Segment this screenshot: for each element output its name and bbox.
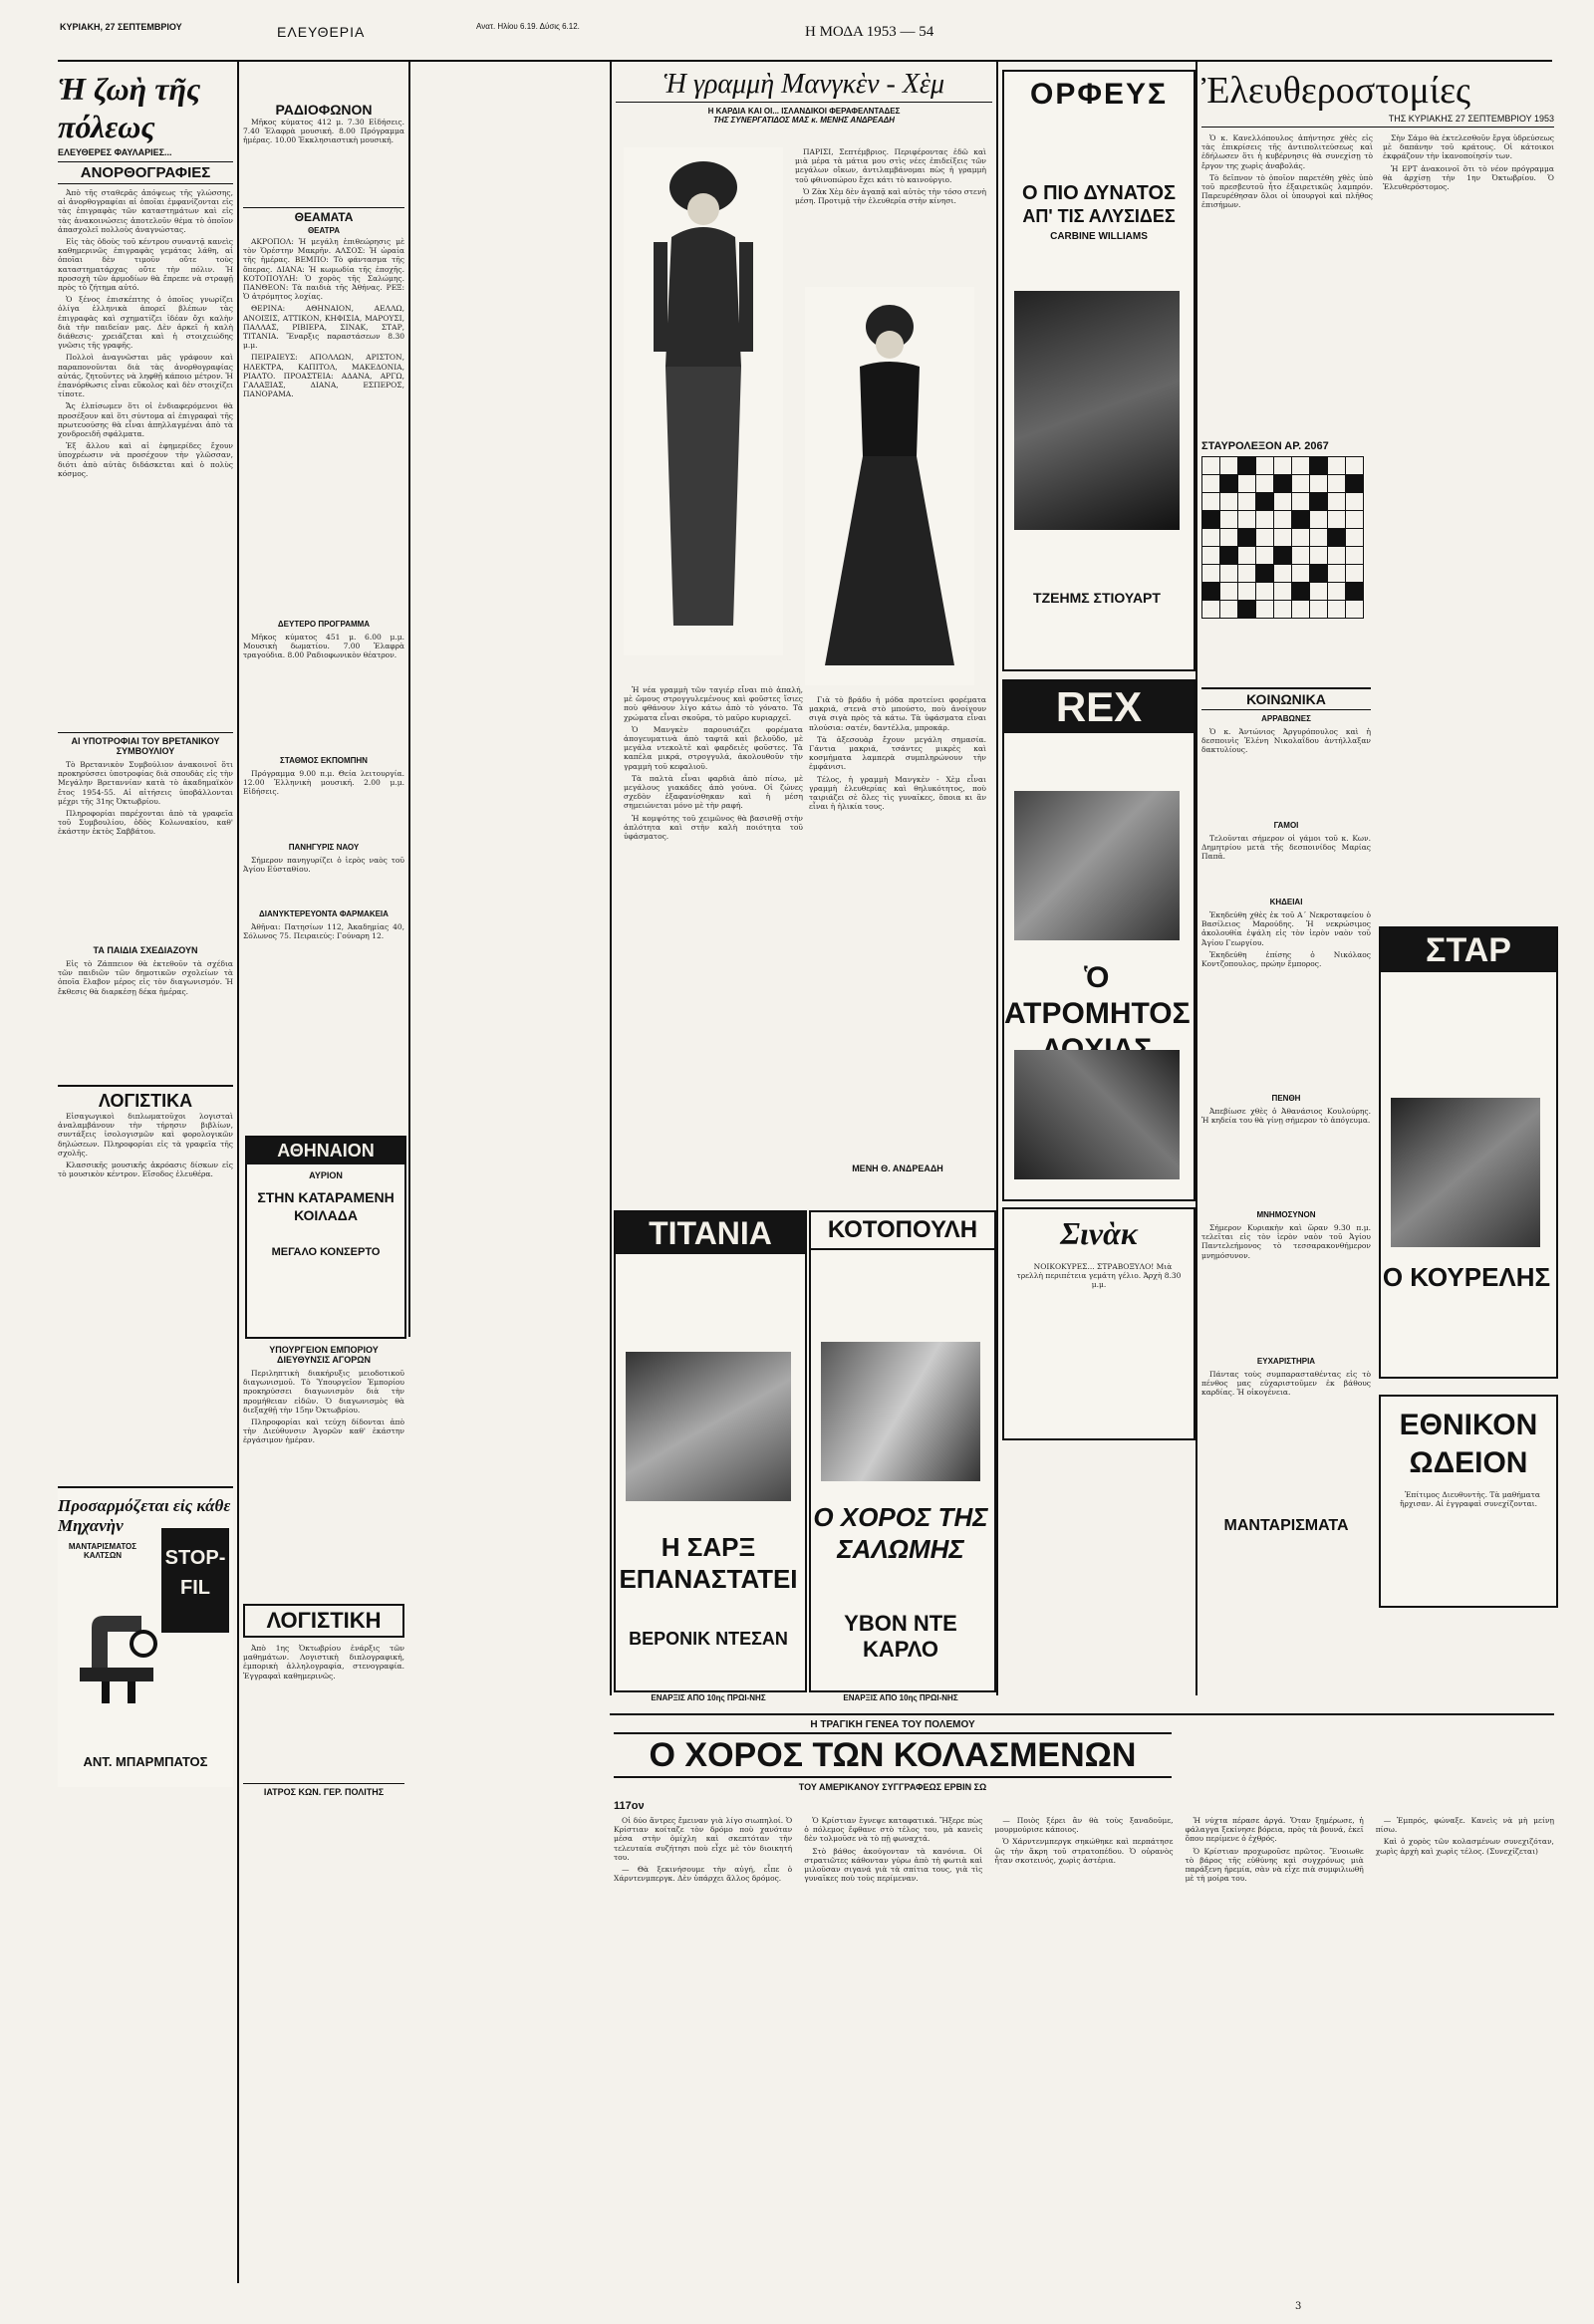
subheading: ΚΗΔΕΙΑΙ — [1269, 898, 1303, 906]
article-subtitle: ΤΗΣ ΣΥΝΕΡΓΑΤΙΔΟΣ ΜΑΣ κ. ΜΕΝΗΣ ΑΝΔΡΕΑΔΗ — [713, 116, 895, 125]
headline: ΛΟΓΙΣΤΙΚΗ — [243, 1604, 404, 1638]
ad-photo — [821, 1342, 980, 1481]
column-rule — [996, 62, 998, 1695]
subheading: ΓΑΜΟΙ — [1273, 821, 1299, 830]
ad-title: ΟΡΦΕΥΣ — [1030, 78, 1168, 111]
section-divider — [610, 1713, 1554, 1715]
serial-title: Ο ΧΟΡΟΣ ΤΩΝ ΚΟΛΑΣΜΕΝΩΝ — [614, 1732, 1172, 1778]
showtimes: ΕΝΑΡΞΙΣ ΑΠΟ 10ης ΠΡΩΙ-ΝΗΣ — [651, 1693, 766, 1702]
ad-titania — [614, 1210, 807, 1692]
ad-seller: ΑΝΤ. ΜΠΑΡΜΠΑΤΟΣ — [83, 1754, 208, 1769]
crossword-grid — [1201, 456, 1554, 619]
column-rule — [408, 62, 410, 1337]
ad-film: Ο ΧΟΡΟΣ ΤΗΣ ΣΑΛΩΜΗΣ — [813, 1502, 988, 1564]
ad-title: ΑΘΗΝΑΙΟΝ — [247, 1138, 404, 1164]
ad-sinak — [1002, 1207, 1196, 1440]
ad-line: ΑΠ' ΤΙΣ ΑΛΥΣΙΔΕΣ — [1022, 206, 1176, 226]
ad-star: ΥΒΟΝ ΝΤΕ ΚΑΡΛΟ — [844, 1611, 957, 1662]
article-body: Μῆκος κύματος 412 μ. 7.30 Εἰδήσεις. 7.40 Ἐλαφρὰ μουσική. 8.00 Πρόγραμμα ἡμέρας. 10.00 Ἐκκλησιαστικὴ μουσική. — [243, 118, 404, 145]
showtimes: ΕΝΑΡΞΙΣ ΑΠΟ 10ης ΠΡΩΙ-ΝΗΣ — [843, 1693, 958, 1702]
headline: ΑΙ ΥΠΟΤΡΟΦΙΑΙ ΤΟΥ ΒΡΕΤΑΝΙΚΟΥ ΣΥΜΒΟΥΛΙΟΥ — [58, 732, 233, 756]
ad-ethnikon-odeion — [1379, 1395, 1558, 1608]
subheading: ΜΝΗΜΟΣΥΝΟΝ — [1256, 1210, 1316, 1219]
subheading: ΠΑΝΗΓΥΡΙΣ ΝΑΟΥ — [288, 843, 360, 852]
article-body: Οἱ δύο ἄντρες ἔμειναν γιὰ λίγο σιωπηλοί. Ὁ Κρίστιαν κοίταζε τὸν δρόμο ποὺ χανόταν μέσα στὴν ὁμίχλη καὶ σκεπτόταν τὴν τελευταία συζήτησι ποὺ εἶχε μὲ τὸν διοικητή του. — Θὰ ξεκινήσουμε τὴν αὐγή, εἶπε ὁ Χάρντενμπεργκ. Δὲν ὑπάρχει ἄλλος δρόμος. Ὁ Κρίστιαν ἔγνεψε καταφατικά. Ἤξερε πὼς ὁ πόλεμος ἔφθανε στὸ τέλος του, μὰ κανεὶς δὲν τολμοῦσε νὰ τὸ πῇ φωναχτά. Στὸ βάθος ἀκούγονταν τὰ κανόνια. Οἱ στρατιῶτες κάθονταν γύρω ἀπὸ τὴ φωτιὰ καὶ μιλοῦσαν σιγανά γιὰ τὰ σπίτια τους, γιὰ τὶς γυναῖκες ποὺ τοὺς περίμεναν. — Ποιὸς ξέρει ἂν θὰ τοὺς ξαναδοῦμε, μουρμούρισε κάποιος. Ὁ Χάρντενμπεργκ σηκώθηκε καὶ περπάτησε ὣς τὴν ἄκρη τοῦ στρατοπέδου. Ὁ οὐρανὸς ἦταν σκοτεινός, χωρὶς ἀστέρια. Ἡ νύχτα πέρασε ἀργά. Ὅταν ξημέρωσε, ἡ φάλαγγα ξεκίνησε βόρεια, πρὸς τὰ βουνά, ἐκεῖ ὅπου περίμενε ὁ ἐχθρός. Ὁ Κρίστιαν προχωροῦσε πρῶτος. Ἔνοιωθε τὸ βάρος τῆς εὐθύνης καὶ συγχρόνως μιὰ παράξενη ἠρεμία, σὰν νὰ εἶχε πιὰ συμφιλιωθῆ μὲ τὴ μοίρα του. — Ἐμπρός, φώναξε. Κανεὶς νὰ μὴ μείνῃ πίσω. Καὶ ὁ χορὸς τῶν κολασμένων συνεχιζόταν, χωρὶς ἀρχὴ καὶ χωρὶς τέλος. (Συνεχίζεται) — [614, 1816, 1554, 1884]
ad-athinaion — [245, 1136, 406, 1339]
section-subtitle: ΕΛΕΥΘΕΡΕΣ ΦΑΥΛΑΡΙΕΣ... — [58, 147, 172, 157]
crossword-title: ΣΤΑΥΡΟΛΕΞΟΝ ΑΡ. 2067 — [1201, 440, 1329, 452]
masthead-note: Ανατ. Ηλίου 6.19. Δύσις 6.12. — [476, 22, 580, 31]
serial-kicker: Η ΤΡΑΓΙΚΗ ΓΕΝΕΑ ΤΟΥ ΠΟΛΕΜΟΥ — [810, 1719, 975, 1730]
masthead — [58, 18, 1552, 62]
sewing-machine-icon — [72, 1598, 161, 1707]
article-byline: ΜΕΝΗ Θ. ΑΝΔΡΕΑΔΗ — [852, 1163, 943, 1173]
article-body: Ἀθῆναι: Πατησίων 112, Ἀκαδημίας 40, Σόλωνος 75. Πειραιεύς: Γούναρη 12. — [243, 922, 404, 941]
subheading: ΣΤΑΘΜΟΣ ΕΚΠΟΜΠΗΝ — [280, 756, 368, 765]
ad-line: Ο ΠΙΟ ΔΥΝΑΤΟΣ — [1021, 182, 1177, 204]
masthead-date: ΚΥΡΙΑΚΗ, 27 ΣΕΠΤΕΜΒΡΙΟΥ — [60, 22, 182, 32]
ad-stop-fil — [58, 1486, 233, 1787]
column-rule — [610, 62, 612, 1695]
headline: ΜΑΝΤΑΡΙΣΜΑΤΑ — [1223, 1517, 1349, 1534]
article-body: Σήμερον πανηγυρίζει ὁ ἱερὸς ναὸς τοῦ Ἁγίου Εὐσταθίου. — [243, 856, 404, 875]
article-body: ΠΑΡΙΣΙ, Σεπτέμβριος. Περιφέροντας ἐδῶ καὶ μιὰ μέρα τὰ μάτια μου στὶς νέες ἐπιδείξεις τῶν μεγάλων οἴκων, ἀντιλαμβάνομαι πὼς ἡ γραμμὴ τοῦ φθινοπώρου ἔχει κάτι τὸ καινούργιο. Ὁ Ζὰκ Χὲμ δὲν ἀγαπᾷ καὶ αὐτὸς τὴν τόσο στενὴ μέση. Προτιμᾷ τὴν ἐλευθερία στὴν κίνησι. — [795, 147, 986, 206]
headline: ΘΕΑΜΑΤΑ — [243, 207, 404, 224]
article-body: Ὁ κ. Κανελλόπουλος ἀπήντησε χθὲς εἰς τὰς ἐπικρίσεις τῆς ἀντιπολιτεύσεως καὶ ἐδήλωσεν ὅτι ἡ κυβέρνησις θὰ συνεχίσῃ τὸ ἔργον της χωρὶς ἀναβολάς. Τὸ δεῖπνον τὸ ὁποῖον παρετέθη χθὲς ὑπὸ τοῦ πρεσβευτοῦ ἦτο ἐξαιρετικῶς λαμπρόν. Παρευρέθησαν ὅλοι οἱ ὑπουργοὶ καὶ πλῆθος ἐπισήμων. Σὴν Σάμο θὰ ἐκτελεσθοῦν ἔργα ὑδρεύσεως μὲ δαπάνην τοῦ κράτους. Οἱ κάτοικοι ἐκφράζουν τὴν ἱκανοποίησίν των. Ἡ ΕΡΤ ἀνακοινοῖ ὅτι τὸ νέον πρόγραμμα θὰ ἀρχίσῃ τὴν 1ην Ὀκτωβρίου. Ὁ Ἐλευθερόστομος. — [1201, 133, 1554, 210]
ad-title: REX — [1004, 681, 1194, 733]
ad-title: ΕΘΝΙΚΟΝ ΩΔΕΙΟΝ — [1399, 1409, 1538, 1479]
ad-title: ΚΟΤΟΠΟΥΛΗ — [811, 1212, 994, 1250]
fashion-photo — [624, 147, 783, 655]
article-body: Ἡ νέα γραμμὴ τῶν ταγιέρ εἶναι πιὸ ἁπαλή, μὲ ὤμους στρογγυλεμένους καὶ φοῦστες ἴσιες ποὺ φθάνουν λίγο κάτω ἀπὸ τὸ γόνατο. Τὰ χρώματα εἶναι σκοῦρα, τὸ μαῦρο κυριαρχεῖ. Ὁ Μανγκὲν παρουσιάζει φορέματα ἀπογευματινὰ ἀπὸ ταφτᾶ καὶ βελοῦδο, μὲ μεγάλα ντεκολτὲ καὶ φαρδειὲς φοῦστες. Τὰ καπέλα μικρά, στρογγυλά, ἀκολουθοῦν τὴν γραμμὴ τοῦ κεφαλιοῦ. Τὰ παλτὰ εἶναι φαρδιὰ ἀπὸ πίσω, μὲ μεγάλους γιακάδες ἀπὸ γούνα. Οἱ ζώνες σχεδὸν ἐξαφανίσθηκαν καὶ ἡ μέση σημειώνεται μόνο μὲ τὴν ραφή. Ἡ κομψότης τοῦ χειμῶνος θὰ βασισθῇ στὴν ἁπλότητα καὶ στὴν καλὴ ποιότητα τοῦ ὑφάσματος. — [624, 685, 803, 842]
ad-slogan: Προσαρμόζεται εἰς κάθε Μηχανὴν — [58, 1496, 231, 1535]
ad-star — [1379, 926, 1558, 1379]
column-social — [1201, 687, 1371, 1693]
article-body: Ἀπεβίωσε χθὲς ὁ Ἀθανάσιος Κουλούρης. Ἡ κηδεία του θὰ γίνῃ σήμερον τὸ ἀπόγευμα. — [1201, 1107, 1371, 1126]
headline: ΙΑΤΡΟΣ ΚΩΝ. ΓΕΡ. ΠΟΛΙΤΗΣ — [243, 1783, 404, 1797]
ad-photo — [1014, 1050, 1180, 1179]
article-body: Σήμερον Κυριακὴν καὶ ὥραν 9.30 π.μ. τελεῖται εἰς τὸν ἱερὸν ναὸν τοῦ Ἁγίου Παντελεήμονος τὸ τεσσαρακονθήμερον μνημόσυνον. — [1201, 1223, 1371, 1260]
ad-kotopouli — [809, 1210, 996, 1692]
subheading: ΔΙΑΝΥΚΤΕΡΕΥΟΝΤΑ ΦΑΡΜΑΚΕΙΑ — [259, 909, 389, 918]
ad-orfeus — [1002, 70, 1196, 671]
page-number: 3 — [1295, 2301, 1302, 2312]
column-notices — [243, 1345, 404, 1903]
serial-episode: 117ον — [614, 1800, 645, 1812]
ad-star: ΒΕΡΟΝΙΚ ΝΤΕΣΑΝ — [629, 1629, 788, 1649]
column-rule — [1196, 62, 1197, 1695]
crossword-table — [1201, 456, 1364, 619]
article-body: Τὸ Βρετανικὸν Συμβούλιον ἀνακοινοῖ ὅτι προκηρύσσει ὑποτροφίας διὰ σπουδὰς εἰς τὴν Μεγάλην Βρεταννίαν κατὰ τὸ ἀκαδημαϊκὸν ἔτος 1954-55. Αἱ αἰτήσεις ὑποβάλλονται μέχρι τῆς 31ης Ὀκτωβρίου. Πληροφορίαι παρέχονται ἀπὸ τὰ γραφεῖα τοῦ Συμβουλίου, ὁδὸς Κολωνακίου, καθ' ἑκάστην ἐκτὸς Σαββάτου. — [58, 760, 233, 837]
ad-film: Η ΣΑΡΞ ΕΠΑΝΑΣΤΑΤΕΙ — [619, 1532, 798, 1594]
ad-line: ΑΥΡΙΟΝ — [309, 1170, 343, 1180]
ad-line: CARBINE WILLIAMS — [1050, 231, 1148, 242]
article-body: Ὁ κ. Ἀντώνιος Ἀργυρόπουλος καὶ ἡ δεσποινὶς Ἑλένη Νικολαΐδου ἀντήλλαξαν δακτυλίους. — [1201, 727, 1371, 755]
ad-film: Ὁ ΑΤΡΟΜΗΤΟΣ — [1004, 961, 1191, 1030]
section-title: Ἐλευθεροστομίες — [1201, 70, 1471, 112]
ad-star: ΤΖΕΗΜΣ ΣΤΙΟΥΑΡΤ — [1033, 590, 1161, 606]
masthead-moda: Η ΜΟΔΑ 1953 — 54 — [805, 24, 934, 40]
article-title: Ἡ γραμμὴ Μανγκὲν - Χὲμ — [616, 68, 992, 103]
headline: ΚΟΙΝΩΝΙΚΑ — [1201, 687, 1371, 710]
article-body: Πάντας τοὺς συμπαρασταθέντας εἰς τὸ πένθος μας εὐχαριστοῦμεν ἐκ βάθους καρδίας. Ἡ οἰκογένεια. — [1201, 1370, 1371, 1398]
subheading: ΔΕΥΤΕΡΟ ΠΡΟΓΡΑΜΜΑ — [277, 620, 371, 629]
article-body: Πρόγραμμα 9.00 π.μ. Θεία λειτουργία. 12.00 Ἐλληνικὴ μουσική. 2.00 μ.μ. Εἰδήσεις. — [243, 769, 404, 797]
headline: ΥΠΟΥΡΓΕΙΟΝ ΕΜΠΟΡΙΟΥ ΔΙΕΥΘΥΝΣΙΣ ΑΓΟΡΩΝ — [269, 1345, 379, 1365]
column-city-life — [58, 70, 233, 1484]
ad-title: ΣΤΑΡ — [1381, 928, 1556, 972]
section-date: ΤΗΣ ΚΥΡΙΑΚΗΣ 27 ΣΕΠΤΕΜΒΡΙΟΥ 1953 — [1201, 114, 1554, 128]
ad-brand: STOP-FIL — [161, 1528, 229, 1633]
serial-novel — [614, 1719, 1554, 2297]
fashion-article — [616, 68, 992, 1191]
article-body: Ἀπὸ 1ης Ὀκτωβρίου ἐνάρξις τῶν μαθημάτων. Λογιστικὴ διπλογραφική, ἐμπορικὴ ἀλληλογραφία, στενογραφία. Ἐγγραφαὶ καθημερινῶς. — [243, 1644, 404, 1680]
ad-photo — [1014, 791, 1180, 940]
article-body: Γιὰ τὸ βράδυ ἡ μόδα προτείνει φορέματα μακριά, στενὰ στὸ μπούστο, ποὺ ἀνοίγουν σιγὰ σιγὰ πρὸς τὰ κάτω. Τὰ ὑφάσματα εἶναι πλούσια: σατέν, δαντέλλα, μπροκάρ. Τὰ ἀξεσουὰρ ἔχουν μεγάλη σημασία. Γάντια μακριά, τσάντες μικρὲς καὶ κοσμήματα λαμπερὰ συμπληρώνουν τὴν ἐμφάνισι. Τέλος, ἡ γραμμὴ Μανγκὲν - Χὲμ εἶναι γραμμὴ ἐλευθερίας καὶ θηλυκότητος, ποὺ ταιριάζει σὲ ὅλες τὶς γυναῖκες, ὅποια κι ἂν εἶναι ἡ ἡλικία τους. — [809, 695, 986, 812]
headline: ΡΑΔΙΟΦΩΝΟΝ — [275, 102, 373, 118]
article-body: Ἐκηδεύθη χθὲς ἐκ τοῦ Α΄ Νεκροταφείου ὁ Βασίλειος Μαρούδης. Ἡ νεκρώσιμος ἀκολουθία ἐψάλη εἰς τὸν ἱερὸν ναὸν τοῦ Ἁγίου Γεωργίου. Ἐκηδεύθη ἐπίσης ὁ Νικόλαος Κοντζοπουλος, πρώην ἔμπορος. — [1201, 910, 1371, 969]
ad-title: Σινὰκ — [1060, 1215, 1138, 1251]
subheading: ΘΕΑΤΡΑ — [307, 226, 341, 235]
ad-photo — [1391, 1098, 1540, 1247]
ad-film: Ο ΚΟΥΡΕΛΗΣ — [1382, 1262, 1551, 1292]
column-rule — [237, 62, 239, 2283]
ad-line: ΜΕΓΑΛΟ ΚΟΝΣΕΡΤΟ — [271, 1246, 381, 1258]
article-body: Ἀπὸ τῆς σταθερᾶς ἀπόψεως τῆς γλώσσης, αἱ ἀνορθογραφίαι αἱ ὁποῖαι ἐμφανίζονται εἰς τὰς ἐπιγραφὰς τῶν καταστημάτων καὶ εἰς τὰς ἀνακοινώσεις ἀποτελοῦν θέμα τὸ ὁποῖον ἀπασχολεῖ πολλοὺς ἀναγνώστας. Εἰς τὰς ὁδοὺς τοῦ κέντρου συναντᾷ κανεὶς καθημερινῶς ἐπιγραφὰς γεμάτας λάθη, αἱ ὁποῖαι δὲν τιμοῦν οὔτε τοὺς καταστηματάρχας οὔτε τὴν πόλιν. Ἡ προσοχὴ τῶν ἁρμοδίων θὰ ἔπρεπε νὰ στραφῇ πρὸς τὸ ζήτημα αὐτό. Ὁ ξένος ἐπισκέπτης ὁ ὁποῖος γνωρίζει ὀλίγα ἑλληνικὰ ἀπορεῖ βλέπων τὰς ἐπιγραφὰς καὶ σχηματίζει ἰδέαν ὄχι καλὴν διὰ τὴν παιδείαν μας. Δὲν ἀρκεῖ ἡ καλὴ διάθεσις· χρειάζεται καὶ ἡ στοιχειώδης γνῶσις τῆς γραφῆς. Πολλοὶ ἀναγνῶσται μᾶς γράφουν καὶ παραπονοῦνται διὰ τὰς ἀνορθογραφίας αὐτάς, ζητοῦντες νὰ ληφθῇ κάποιο μέτρον. Ἡ ἐπανόρθωσις εἶναι εὔκολος καὶ δὲν στοιχίζει τίποτε. Ἄς ἐλπίσωμεν ὅτι οἱ ἐνδιαφερόμενοι θὰ προσέξουν καὶ ὅτι σύντομα αἱ ἐπιγραφαὶ τῆς πρωτευούσης θὰ εἶναι ἀπηλλαγμέναι ἀπὸ τὰ χονδροειδῆ σφάλματα. Ἐξ ἄλλου καὶ αἱ ἐφημερίδες ἔχουν ὑποχρέωσιν νὰ προσέχουν τὴν γλῶσσαν, διότι ἀπὸ αὐτὰς διδάσκεται καὶ ὁ πολὺς κόσμος. — [58, 188, 233, 478]
ad-rex — [1002, 679, 1196, 1201]
section-title: Ἡ ζωὴ τῆς πόλεως — [58, 71, 201, 144]
article-body: ΑΚΡΟΠΟΛ: Ἡ μεγάλη ἐπιθεώρησις μὲ τὸν Ὁρέστην Μακρῆν. ΑΛΣΟΣ: Ἡ ὡραία τῆς ἡμέρας. ΒΕΜΠΟ: Τὸ φάντασμα τῆς ὄπερας. ΔΙΑΝΑ: Ἡ κωμωδία τῆς ἐποχῆς. ΚΟΤΟΠΟΥΛΗ: Ὁ χορὸς τῆς Σαλώμης. ΠΑΝΘΕΟΝ: Τὰ παιδιὰ τῆς Ἀθήνας. ΡΕΞ: Ὁ ἀτρόμητος λοχίας. ΘΕΡΙΝΑ: ΑΘΗΝΑΙΟΝ, ΑΕΛΛΩ, ΑΝΟΙΞΙΣ, ΑΤΤΙΚΟΝ, ΚΗΦΙΣΙΑ, ΜΑΡΟΥΣΙ, ΠΑΛΛΑΣ, ΡΙΒΙΕΡΑ, ΣΙΝΑΚ, ΣΤΑΡ, ΤΙΤΑΝΙΑ. Ἔναρξις παραστάσεων 8.30 μ.μ. ΠΕΙΡΑΙΕΥΣ: ΑΠΟΛΛΩΝ, ΑΡΙΣΤΟΝ, ΗΛΕΚΤΡΑ, ΚΑΠΙΤΟΛ, ΜΑΚΕΔΟΝΙΑ, ΡΙΑΛΤΟ. ΠΡΟΑΣΤΕΙΑ: ΑΔΑΝΑ, ΑΡΓΩ, ΓΑΛΑΞΙΑΣ, ΔΙΑΝΑ, ΕΣΠΕΡΟΣ, ΠΑΝΟΡΑΜΑ. — [243, 237, 404, 399]
serial-byline: ΤΟΥ ΑΜΕΡΙΚΑΝΟΥ ΣΥΓΓΡΑΦΕΩΣ ΕΡΒΙΝ ΣΩ — [798, 1782, 987, 1792]
ad-line: ΣΤΗΝ ΚΑΤΑΡΑΜΕΝΗ ΚΟΙΛΑΔΑ — [257, 1189, 395, 1223]
headline: ΤΑ ΠΑΙΔΙΑ ΣΧΕΔΙΑΖΟΥΝ — [93, 945, 198, 955]
article-body: Εἰσαγωγικοὶ διπλωματοῦχοι λογισταὶ ἀναλαμβάνουν τὴν τήρησιν βιβλίων, συντάξεις ἰσολογισμῶν καὶ φορολογικῶν δηλώσεων. Πληροφορίαι εἰς τὰ γραφεῖα τῆς σχολῆς. Κλασσικῆς μουσικῆς ἀκρόασις δίσκων εἰς τὸ μουσικὸν κέντρον. Εἴσοδος ἐλευθέρα. — [58, 1112, 233, 1179]
article-body: Περιληπτικὴ διακήρυξις μειοδοτικοῦ διαγωνισμοῦ. Τὸ Ὑπουργεῖον Ἐμπορίου προκηρύσσει διαγωνισμὸν διὰ τὴν προμήθειαν εἰδῶν. Ὁ διαγωνισμὸς θὰ διεξαχθῇ τὴν 15ην Ὀκτωβρίου. Πληροφορίαι καὶ τεύχη δίδονται ἀπὸ τὴν Διεύθυνσιν Ἀγορῶν καθ' ἑκάστην ἐργάσιμον ἡμέραν. — [243, 1369, 404, 1445]
ad-product: ΜΑΝΤΑΡΙΣΜΑΤΟΣ ΚΑΛΤΣΩΝ — [68, 1542, 137, 1560]
article-subtitle: Η ΚΑΡΔΙΑ ΚΑΙ ΟΙ... ΙΣΛΑΝΔΙΚΟΙ ΦΕΡΑΦΕΛΝΤΑΔΕΣ — [707, 107, 901, 116]
article-body: Μῆκος κύματος 451 μ. 6.00 μ.μ. Μουσικὴ δωματίου. 7.00 Ἐλαφρὰ τραγούδια. 8.00 Ραδιοφωνικὸν θέατρον. — [243, 633, 404, 660]
article-body: Τελοῦνται σήμερον οἱ γάμοι τοῦ κ. Κων. Δημητρίου μετὰ τῆς δεσποινίδος Μαρίας Παπᾶ. — [1201, 834, 1371, 862]
ad-body: Ἐπίτιμος Διευθυντὴς. Τὰ μαθήματα ἤρχισαν. Αἱ ἐγγραφαὶ συνεχίζονται. — [1399, 1490, 1540, 1509]
masthead-paper: ΕΛΕΥΘΕΡΙΑ — [277, 24, 366, 40]
subheading: ΕΥΧΑΡΙΣΤΗΡΙΑ — [1256, 1357, 1316, 1366]
headline: ΑΝΟΡΘΟΓΡΑΦΙΕΣ — [58, 161, 233, 184]
article-body: Εἰς τὸ Ζάππειον θὰ ἐκτεθοῦν τὰ σχέδια τῶν παιδιῶν τῶν δημοτικῶν σχολείων τὰ ὁποῖα ἔλαβον μέρος εἰς τὸν διαγωνισμόν. Ἡ ἔκθεσις θὰ διαρκέσῃ δέκα ἡμέρας. — [58, 959, 233, 996]
subheading: ΑΡΡΑΒΩΝΕΣ — [1261, 714, 1311, 723]
column-editorial — [1201, 68, 1554, 685]
ad-photo — [626, 1352, 791, 1501]
ad-photo — [1014, 291, 1180, 530]
headline: ΛΟΓΙΣΤΙΚΑ — [58, 1085, 233, 1112]
fashion-photo — [805, 287, 974, 685]
ad-title: ΤΙΤΑΝΙΑ — [616, 1212, 805, 1254]
subheading: ΠΕΝΘΗ — [1271, 1094, 1301, 1103]
ad-body: ΝΟΙΚΟΚΥΡΕΣ... ΣΤΡΑΒΟΞΥΛΟ! Μιὰ τρελλὴ περιπέτεια γεμάτη γέλιο. Ἀρχὴ 8.30 μ.μ. — [1016, 1262, 1182, 1290]
